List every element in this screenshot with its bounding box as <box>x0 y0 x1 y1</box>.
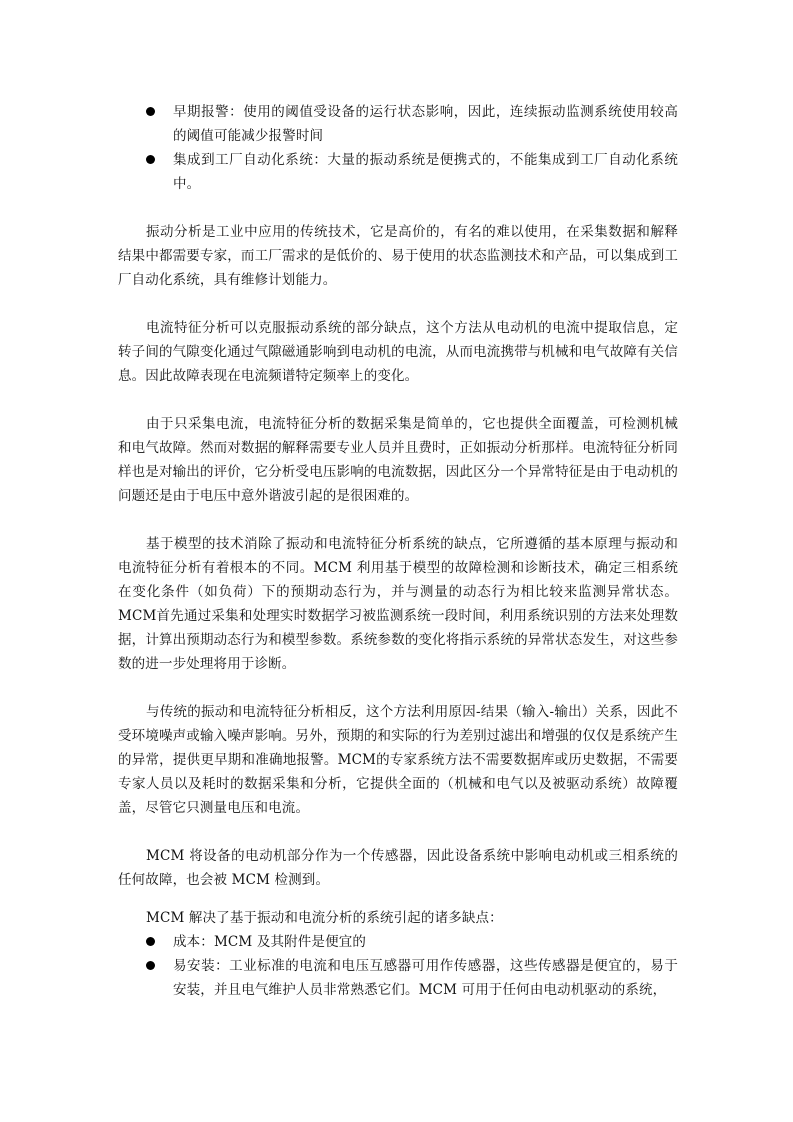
bullet-icon <box>146 961 155 970</box>
bullet-icon <box>146 937 155 946</box>
paragraph-current-data-collection: 由于只采集电流，电流特征分析的数据采集是简单的，它也提供全面覆盖，可检测机械和电气故障。然而对数据的解释需要专业人员并且费时，正如振动分析那样。电流特征分析同样也是对输出的评价，它分析受电压影响的电流数据，因此区分一个异常特征是由于电动机的问题还是由于电压中意外谐波引起的是很困难的。 <box>118 416 678 504</box>
list-item-early-warning <box>118 100 678 148</box>
paragraph-spacer <box>118 892 678 906</box>
paragraph-spacer <box>118 196 678 220</box>
document-body <box>118 100 678 1002</box>
bullet-icon <box>146 155 155 164</box>
bullet-text: 易安装：工业标准的电流和电压互感器可用作传感器，这些传感器是便宜的，易于安装，并且电气维护人员非常熟悉它们。MCM 可用于任何由电动机驱动的系统， <box>173 958 678 998</box>
list-item-easy-install <box>118 954 678 1002</box>
list-item-factory-integration <box>118 148 678 196</box>
paragraph-spacer <box>118 676 678 700</box>
bullet-icon <box>146 107 155 116</box>
bullet-text: 集成到工厂自动化系统：大量的振动系统是便携式的，不能集成到工厂自动化系统中。 <box>173 152 678 192</box>
intro-bullet-list <box>118 100 678 196</box>
paragraph-mcm-advantages-intro: MCM 解决了基于振动和电流分析的系统引起的诸多缺点： <box>146 910 503 926</box>
bullet-text: 成本：MCM 及其附件是便宜的 <box>173 934 367 950</box>
bullet-text: 早期报警：使用的阈值受设备的运行状态影响，因此，连续振动监测系统使用较高的阈值可能减少报警时间 <box>173 104 678 144</box>
paragraph-spacer <box>118 292 678 316</box>
paragraph-spacer <box>118 820 678 844</box>
paragraph-vibration-analysis: 振动分析是工业中应用的传统技术，它是高价的，有名的难以使用，在采集数据和解释结果中都需要专家，而工厂需求的是低价的、易于使用的状态监测技术和产品，可以集成到工厂自动化系统，具有维修计划能力。 <box>118 224 678 288</box>
paragraph-spacer <box>118 388 678 412</box>
paragraph-model-based-technique: 基于模型的技术消除了振动和电流特征分析系统的缺点，它所遵循的基本原理与振动和电流特征分析有着根本的不同。MCM 利用基于模型的故障检测和诊断技术，确定三相系统在变化条件（如负荷）下的预期动态行为，并与测量的动态行为相比较来监测异常状态。MCM首先通过采集和处理实时数据学习被监测系统一段时间，利用系统识别的方法来处理数据，计算出预期动态行为和模型参数。系统参数的变化将指示系统的异常状态发生，对这些参数的进一步处理将用于诊断。 <box>118 536 678 672</box>
paragraph-current-signature-analysis: 电流特征分析可以克服振动系统的部分缺点，这个方法从电动机的电流中提取信息，定转子间的气隙变化通过气隙磁通影响到电动机的电流，从而电流携带与机械和电气故障有关信息。因此故障表现在电流频谱特定频率上的变化。 <box>118 320 678 384</box>
paragraph-spacer <box>118 508 678 532</box>
paragraph-cause-effect-method: 与传统的振动和电流特征分析相反，这个方法利用原因-结果（输入-输出）关系，因此不受环境噪声或输入噪声影响。另外，预期的和实际的行为差别过滤出和增强的仅仅是系统产生的异常，提供更早期和准确地报警。MCM的专家系统方法不需要数据库或历史数据，不需要专家人员以及耗时的数据采集和分析，它提供全面的（机械和电气以及被驱动系统）故障覆盖，尽管它只测量电压和电流。 <box>118 704 678 816</box>
outro-bullet-list <box>118 930 678 1002</box>
paragraph-motor-as-sensor: MCM 将设备的电动机部分作为一个传感器，因此设备系统中影响电动机或三相系统的任何故障，也会被 MCM 检测到。 <box>118 848 678 888</box>
list-item-cost <box>118 930 678 954</box>
